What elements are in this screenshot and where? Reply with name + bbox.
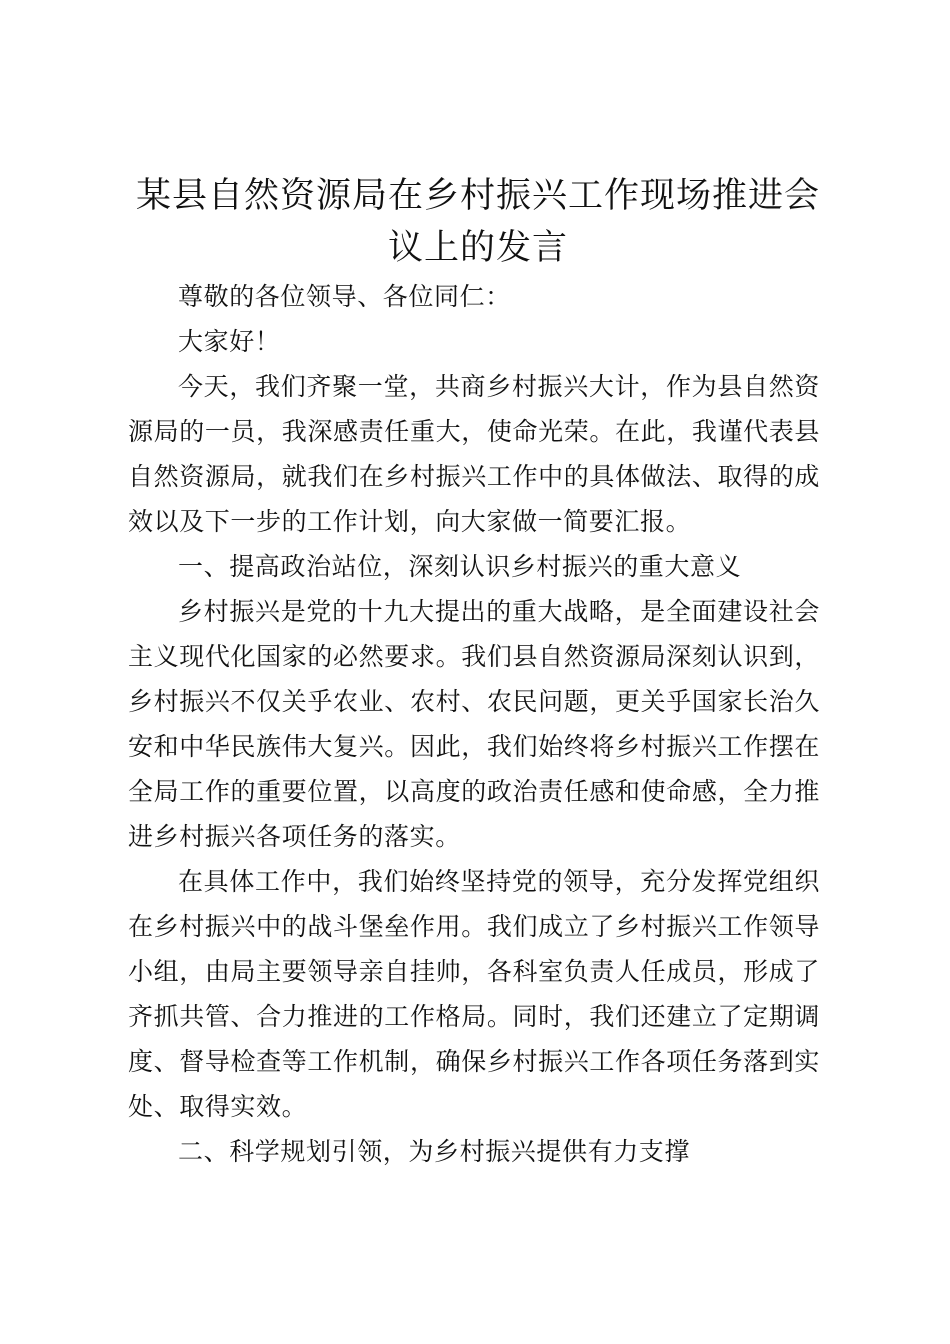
document-body <box>128 274 820 1174</box>
section-1-paragraph-2: 在具体工作中，我们始终坚持党的领导，充分发挥党组织在乡村振兴中的战斗堡垒作用。我们成立了乡村振兴工作领导小组，由局主要领导亲自挂帅，各科室负责人任成员，形成了齐抓共管、合力推进的工作格局。同时，我们还建立了定期调度、督导检查等工作机制，确保乡村振兴工作各项任务落到实处、取得实效。 <box>128 867 820 1121</box>
document-page <box>128 170 820 1174</box>
greeting: 大家好！ <box>178 327 281 356</box>
intro-paragraph: 今天，我们齐聚一堂，共商乡村振兴大计，作为县自然资源局的一员，我深感责任重大，使命光荣。在此，我谨代表县自然资源局，就我们在乡村振兴工作中的具体做法、取得的成效以及下一步的工作计划，向大家做一简要汇报。 <box>128 372 820 536</box>
section-2-heading: 二、科学规划引领，为乡村振兴提供有力支撑 <box>178 1137 691 1166</box>
document-title: 某县自然资源局在乡村振兴工作现场推进会议上的发言 <box>135 176 820 268</box>
salutation: 尊敬的各位领导、各位同仁： <box>178 282 511 311</box>
section-1-paragraph-1: 乡村振兴是党的十九大提出的重大战略，是全面建设社会主义现代化国家的必然要求。我们县自然资源局深刻认识到，乡村振兴不仅关乎农业、农村、农民问题，更关乎国家长治久安和中华民族伟大复兴。因此，我们始终将乡村振兴工作摆在全局工作的重要位置，以高度的政治责任感和使命感，全力推进乡村振兴各项任务的落实。 <box>128 597 820 851</box>
section-1-heading: 一、提高政治站位，深刻认识乡村振兴的重大意义 <box>178 552 742 581</box>
